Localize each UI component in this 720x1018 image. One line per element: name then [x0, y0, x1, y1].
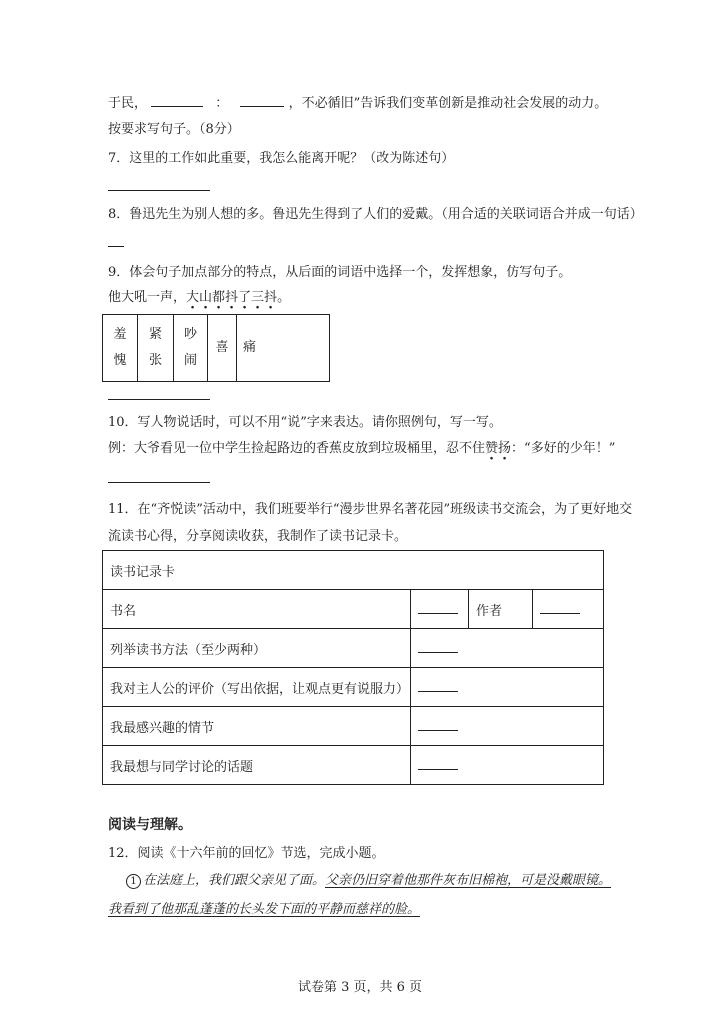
reading-record-card — [102, 550, 604, 785]
discussion-topic-label: 我最想与同学讨论的话题 — [103, 746, 411, 785]
question-9-example — [108, 289, 290, 307]
word-cell: 痛 — [237, 315, 330, 382]
favorite-plot-label: 我最感兴趣的情节 — [103, 707, 411, 746]
word-cell: 羞 愧 — [103, 315, 138, 382]
answer-line-8[interactable] — [108, 246, 124, 247]
section-title: 阅读与理解。 — [108, 817, 192, 833]
word-cell: 紧 张 — [138, 315, 174, 382]
word-cell: 喜 — [208, 315, 237, 382]
top-line-colon: ： — [215, 96, 229, 111]
passage-line-1: 1 在法庭上，我们跟父亲见了面。父亲仍旧穿着他那件灰布旧棉袍，可是没戴眼镜。 — [126, 872, 611, 890]
author-label: 作者 — [469, 590, 533, 629]
fill-blank-2[interactable] — [240, 93, 284, 107]
question-10-example: 例：大爷看见一位中学生捡起路边的香蕉皮放到垃圾桶里，忍不住赞扬：“多好的少年！” — [108, 441, 616, 456]
question-12-prompt: 12．阅读《十六年前的回忆》节选，完成小题。 — [108, 846, 385, 861]
emphasis-char: 都 — [212, 290, 226, 305]
underlined-sentence: 我看到了他那乱蓬蓬的长头发下面的平静而慈祥的脸。 — [108, 902, 421, 917]
protagonist-evaluation-blank[interactable] — [411, 668, 604, 707]
answer-line-10[interactable] — [108, 482, 210, 483]
passage-line-2 — [108, 901, 420, 919]
question-8: 8．鲁迅先生为别人想的多。鲁迅先生得到了人们的爱戴。（用合适的关联词语合并成一句话） — [108, 207, 643, 222]
circle-number: 1 — [126, 874, 141, 889]
question-7: 7．这里的工作如此重要，我怎么能离开呢？（改为陈述句） — [108, 151, 455, 166]
underlined-sentence: 父亲仍旧穿着他那件灰布旧棉袍，可是没戴眼镜。 — [325, 873, 612, 888]
top-line-prefix: 于民， — [108, 96, 148, 111]
instruction: 按要求写句子。（8分） — [108, 122, 240, 137]
question-10-prompt: 10．写人物说话时，可以不用“说”字来表达。请你照例句，写一写。 — [108, 415, 502, 430]
answer-line-9[interactable] — [108, 399, 210, 400]
top-line — [108, 93, 607, 113]
question-9-prompt: 9．体会句子加点部分的特点，从后面的词语中选择一个，发挥想象，仿写句子。 — [108, 265, 572, 280]
author-blank[interactable] — [533, 590, 604, 629]
q9-example-prefix: 他大吼一声， — [108, 290, 187, 305]
card-title: 读书记录卡 — [103, 551, 604, 590]
favorite-plot-blank[interactable] — [411, 707, 604, 746]
question-11-line2: 流读书心得，分享阅读收获，我制作了读书记录卡。 — [108, 529, 408, 544]
emphasis-char: 大 — [186, 290, 200, 305]
emphasis-char: 山 — [199, 290, 213, 305]
emphasis-char: 抖 — [264, 290, 278, 305]
emphasis-char: 扬 — [498, 441, 512, 456]
emphasis-char: 抖 — [225, 290, 239, 305]
emphasis-char: 三 — [251, 290, 265, 305]
book-name-blank[interactable] — [411, 590, 469, 629]
question-11-line1: 11．在“齐悦读”活动中，我们班要举行“漫步世界名著花园”班级读书交流会，为了更好地交 — [108, 502, 633, 517]
top-line-suffix: ，不必循旧”告诉我们变革创新是推动社会发展的动力。 — [288, 96, 608, 111]
q9-example-suffix: 。 — [277, 290, 291, 305]
page-footer: 试卷第 3 页，共 6 页 — [297, 980, 423, 995]
word-choice-table — [102, 314, 330, 382]
emphasis-char: 赞 — [485, 441, 499, 456]
reading-method-blank[interactable] — [411, 629, 604, 668]
protagonist-evaluation-label: 我对主人公的评价（写出依据，让观点更有说服力） — [103, 668, 411, 707]
answer-line-7[interactable] — [108, 190, 210, 191]
word-cell: 吵 闹 — [174, 315, 208, 382]
reading-method-label: 列举读书方法（至少两种） — [103, 629, 411, 668]
emphasis-char: 了 — [238, 290, 252, 305]
discussion-topic-blank[interactable] — [411, 746, 604, 785]
fill-blank-1[interactable] — [151, 93, 203, 107]
book-name-label: 书名 — [103, 590, 411, 629]
